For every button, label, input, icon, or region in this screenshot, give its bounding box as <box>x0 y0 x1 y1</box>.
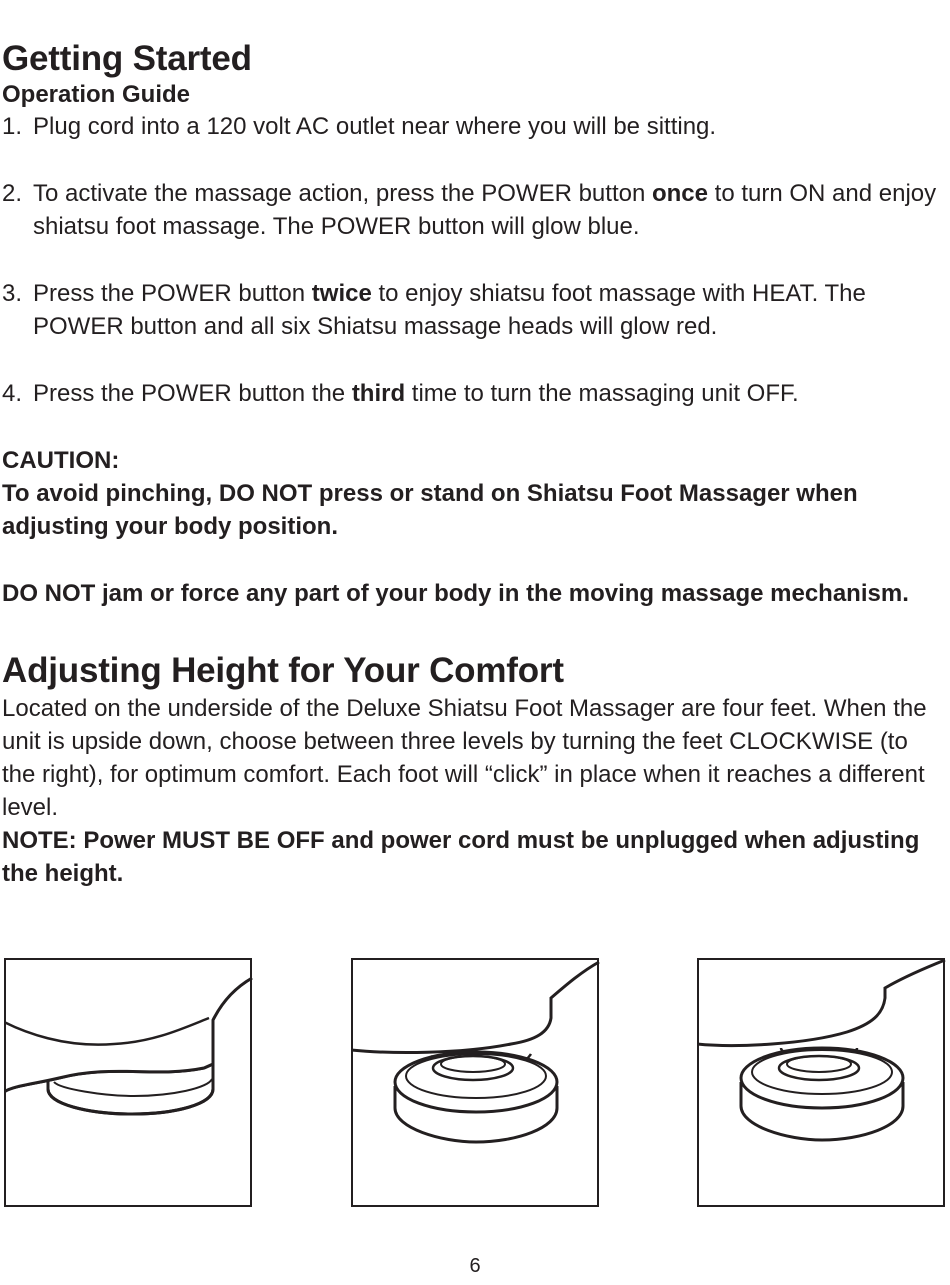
section-title-adjusting-height: Adjusting Height for Your Comfort <box>2 651 564 690</box>
foot-level-2-illustration <box>351 958 603 1210</box>
step-number: 4. <box>2 380 23 407</box>
step-text: to turn ON and enjoy shiatsu foot massage. The POWER button will glow blue. <box>33 180 937 240</box>
step-emphasis: third <box>351 380 406 407</box>
step-text: To activate the massage action, press the POWER button <box>33 180 652 207</box>
caution-label: CAUTION: <box>2 447 120 474</box>
step-text: time to turn the massaging unit OFF. <box>405 380 799 407</box>
power-note: NOTE: Power MUST BE OFF and power cord must be unplugged when adjusting the height. <box>2 827 920 887</box>
caution-text-pinching: To avoid pinching, DO NOT press or stand on Shiatsu Foot Massager when adjusting your body position. <box>2 480 858 540</box>
step-2 <box>2 177 942 243</box>
operation-guide-heading: Operation Guide <box>2 81 191 108</box>
step-number: 1. <box>2 113 23 140</box>
step-text: Press the POWER button the <box>33 380 352 407</box>
section-title-getting-started: Getting Started <box>2 39 252 78</box>
step-number: 3. <box>2 280 23 307</box>
manual-page <box>2 38 942 890</box>
page-number: 6 <box>469 1255 481 1277</box>
step-text: Plug cord into a 120 volt AC outlet near where you will be sitting. <box>33 113 717 140</box>
foot-level-1-illustration <box>4 958 256 1210</box>
foot-level-3-illustration <box>697 958 949 1210</box>
caution-text-jam: DO NOT jam or force any part of your body in the moving massage mechanism. <box>2 580 909 607</box>
step-4 <box>2 377 942 410</box>
step-emphasis: once <box>651 180 708 207</box>
step-number: 2. <box>2 180 23 207</box>
height-level-figures <box>0 958 950 1210</box>
step-emphasis: twice <box>311 280 372 307</box>
adjusting-height-body: Located on the underside of the Deluxe Shiatsu Foot Massager are four feet. When the unit is upside down, choose between three levels by turning the feet CLOCKWISE (to the right), for optimum comfort. Each foot will “click” in place when it reaches a different level. <box>2 695 927 821</box>
step-3 <box>2 277 942 343</box>
step-text: Press the POWER button <box>33 280 312 307</box>
step-text: to enjoy shiatsu foot massage with HEAT. The POWER button and all six Shiatsu massage heads will glow red. <box>33 280 866 340</box>
step-1 <box>2 110 942 143</box>
